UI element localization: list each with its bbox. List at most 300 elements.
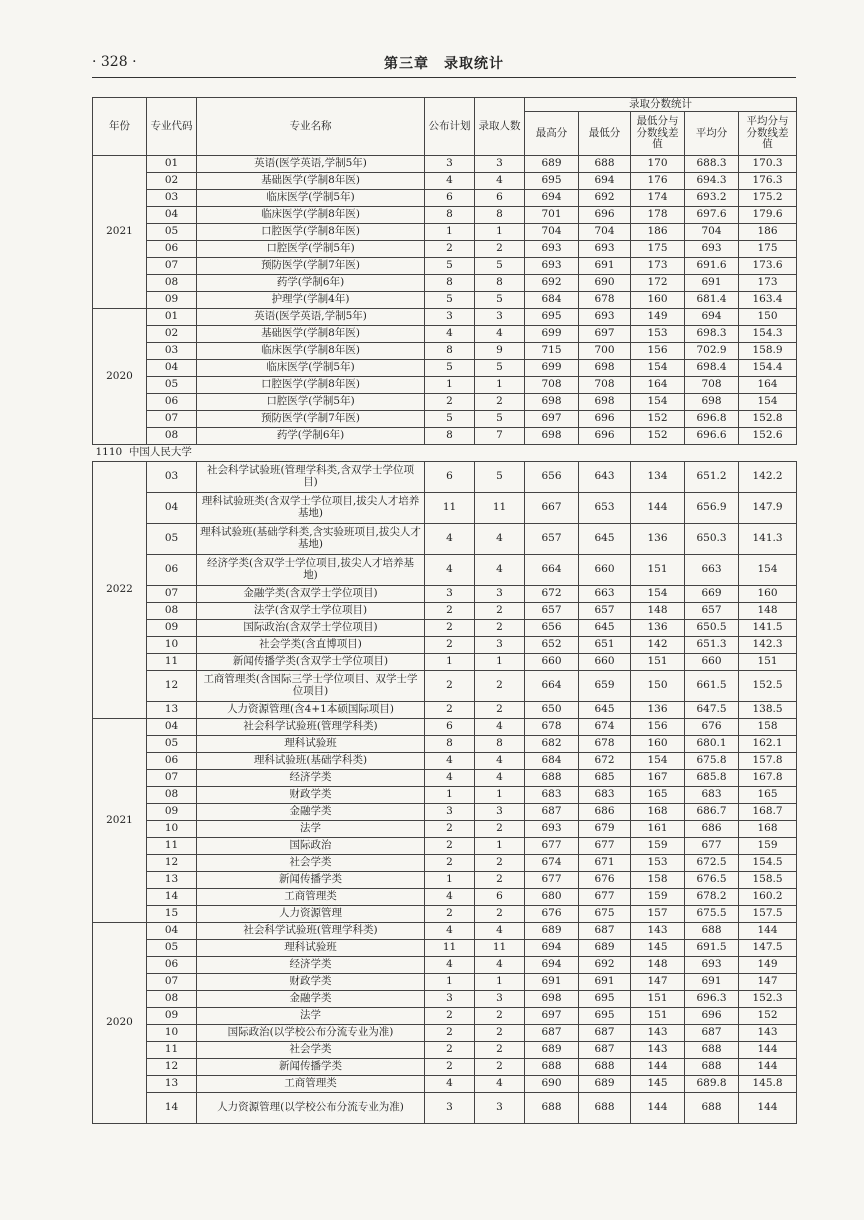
plan-cell: 8 [425,343,475,360]
min-diff-cell: 152 [631,428,685,445]
table-row [93,1093,797,1124]
avg-cell: 663 [685,555,739,586]
code-cell: 05 [147,224,197,241]
avg-cell: 688.3 [685,156,739,173]
plan-cell: 3 [425,1093,475,1124]
max-cell: 684 [525,292,579,309]
plan-cell: 2 [425,906,475,923]
name-cell: 临床医学(学制8年医) [197,343,425,360]
code-cell: 07 [147,770,197,787]
plan-cell: 4 [425,555,475,586]
avg-diff-cell: 148 [739,603,797,620]
min-cell: 671 [579,855,631,872]
min-cell: 690 [579,275,631,292]
min-diff-cell: 136 [631,620,685,637]
code-cell: 06 [147,957,197,974]
plan-cell: 4 [425,326,475,343]
avg-diff-cell: 158 [739,719,797,736]
min-diff-cell: 159 [631,889,685,906]
code-cell: 12 [147,671,197,702]
max-cell: 699 [525,326,579,343]
min-diff-cell: 152 [631,411,685,428]
admitted-cell: 2 [475,1008,525,1025]
min-diff-cell: 143 [631,1025,685,1042]
code-cell: 04 [147,360,197,377]
code-cell: 01 [147,309,197,326]
avg-cell: 693 [685,957,739,974]
min-diff-cell: 144 [631,1093,685,1124]
avg-diff-cell: 154.4 [739,360,797,377]
table-row [93,719,797,736]
avg-cell: 683 [685,787,739,804]
avg-cell: 657 [685,603,739,620]
name-cell: 人力资源管理 [197,906,425,923]
min-cell: 675 [579,906,631,923]
plan-cell: 8 [425,428,475,445]
admitted-cell: 4 [475,753,525,770]
admitted-cell: 2 [475,1059,525,1076]
min-cell: 696 [579,428,631,445]
max-cell: 697 [525,1008,579,1025]
min-diff-cell: 151 [631,991,685,1008]
name-cell: 口腔医学(学制5年) [197,394,425,411]
min-diff-cell: 154 [631,394,685,411]
name-cell: 临床医学(学制5年) [197,360,425,377]
table-row [93,702,797,719]
avg-diff-cell: 168.7 [739,804,797,821]
min-diff-cell: 136 [631,702,685,719]
avg-cell: 688 [685,1042,739,1059]
max-cell: 688 [525,1059,579,1076]
plan-cell: 5 [425,360,475,377]
plan-cell: 4 [425,923,475,940]
max-cell: 689 [525,156,579,173]
code-cell: 03 [147,190,197,207]
plan-cell: 2 [425,394,475,411]
name-cell: 金融学类 [197,804,425,821]
min-diff-cell: 147 [631,974,685,991]
code-cell: 04 [147,719,197,736]
name-cell: 国际政治(含双学士学位项目) [197,620,425,637]
table-row [93,671,797,702]
avg-diff-cell: 154 [739,394,797,411]
code-cell: 13 [147,702,197,719]
min-diff-cell: 148 [631,957,685,974]
max-cell: 692 [525,275,579,292]
max-cell: 704 [525,224,579,241]
avg-diff-cell: 179.6 [739,207,797,224]
avg-cell: 693 [685,241,739,258]
min-diff-cell: 172 [631,275,685,292]
admitted-cell: 8 [475,207,525,224]
plan-cell: 2 [425,838,475,855]
max-cell: 693 [525,821,579,838]
avg-cell: 694.3 [685,173,739,190]
code-cell: 11 [147,1042,197,1059]
admitted-cell: 1 [475,974,525,991]
admission-score-table [92,97,797,1124]
min-diff-cell: 150 [631,671,685,702]
code-cell: 12 [147,855,197,872]
min-diff-cell: 178 [631,207,685,224]
name-cell: 法学 [197,821,425,838]
admitted-cell: 2 [475,241,525,258]
name-cell: 新闻传播学类 [197,1059,425,1076]
min-cell: 691 [579,258,631,275]
avg-diff-cell: 158.5 [739,872,797,889]
name-cell: 工商管理类 [197,1076,425,1093]
avg-diff-cell: 144 [739,923,797,940]
table-row [93,156,797,173]
min-cell: 694 [579,173,631,190]
avg-diff-cell: 154.3 [739,326,797,343]
avg-cell: 708 [685,377,739,394]
table-row [93,275,797,292]
admitted-cell: 2 [475,394,525,411]
name-cell: 金融学类(含双学士学位项目) [197,586,425,603]
min-diff-cell: 154 [631,586,685,603]
min-cell: 688 [579,1093,631,1124]
name-cell: 国际政治(以学校公布分流专业为准) [197,1025,425,1042]
plan-cell: 1 [425,787,475,804]
admitted-cell: 2 [475,1025,525,1042]
admitted-cell: 2 [475,620,525,637]
min-diff-cell: 148 [631,603,685,620]
admitted-cell: 4 [475,524,525,555]
page-header [92,52,796,74]
avg-diff-cell: 186 [739,224,797,241]
avg-cell: 650.3 [685,524,739,555]
avg-cell: 687 [685,1025,739,1042]
table-row [93,991,797,1008]
min-cell: 687 [579,923,631,940]
admitted-cell: 8 [475,275,525,292]
avg-diff-cell: 147 [739,974,797,991]
min-diff-cell: 174 [631,190,685,207]
avg-diff-cell: 152 [739,1008,797,1025]
avg-cell: 691.5 [685,940,739,957]
admitted-cell: 11 [475,493,525,524]
admitted-cell: 4 [475,923,525,940]
min-cell: 660 [579,654,631,671]
plan-cell: 8 [425,207,475,224]
name-cell: 基础医学(学制8年医) [197,173,425,190]
plan-cell: 4 [425,770,475,787]
max-cell: 664 [525,555,579,586]
min-cell: 672 [579,753,631,770]
table-row [93,787,797,804]
plan-cell: 4 [425,524,475,555]
avg-cell: 702.9 [685,343,739,360]
plan-cell: 8 [425,736,475,753]
code-cell: 08 [147,428,197,445]
min-diff-cell: 158 [631,872,685,889]
plan-cell: 2 [425,1008,475,1025]
max-cell: 701 [525,207,579,224]
avg-diff-cell: 143 [739,1025,797,1042]
min-cell: 676 [579,872,631,889]
name-cell: 理科试验班类(含双学士学位项目,拔尖人才培养基地) [197,493,425,524]
avg-cell: 669 [685,586,739,603]
max-cell: 698 [525,991,579,1008]
admitted-cell: 5 [475,360,525,377]
avg-diff-cell: 160 [739,586,797,603]
max-cell: 667 [525,493,579,524]
plan-cell: 1 [425,974,475,991]
min-diff-cell: 153 [631,326,685,343]
min-cell: 695 [579,991,631,1008]
avg-diff-cell: 175 [739,241,797,258]
code-cell: 12 [147,1059,197,1076]
table-row [93,603,797,620]
min-cell: 657 [579,603,631,620]
table-row [93,462,797,493]
table-row [93,1025,797,1042]
min-cell: 697 [579,326,631,343]
admitted-cell: 4 [475,173,525,190]
plan-cell: 3 [425,586,475,603]
min-cell: 677 [579,838,631,855]
avg-diff-cell: 152.5 [739,671,797,702]
min-cell: 698 [579,360,631,377]
admitted-cell: 1 [475,838,525,855]
plan-cell: 2 [425,1025,475,1042]
plan-cell: 6 [425,462,475,493]
max-cell: 677 [525,872,579,889]
avg-diff-cell: 147.5 [739,940,797,957]
name-cell: 药学(学制6年) [197,428,425,445]
avg-cell: 698.3 [685,326,739,343]
avg-cell: 680.1 [685,736,739,753]
admitted-cell: 2 [475,603,525,620]
avg-cell: 686.7 [685,804,739,821]
code-cell: 14 [147,889,197,906]
avg-cell: 688 [685,923,739,940]
avg-cell: 693.2 [685,190,739,207]
plan-cell: 4 [425,753,475,770]
name-cell: 理科试验班(基础学科类) [197,753,425,770]
max-cell: 677 [525,838,579,855]
code-cell: 08 [147,275,197,292]
name-cell: 临床医学(学制8年医) [197,207,425,224]
name-cell: 社会学类 [197,855,425,872]
name-cell: 法学 [197,1008,425,1025]
min-diff-cell: 160 [631,736,685,753]
min-cell: 691 [579,974,631,991]
table-row [93,524,797,555]
admitted-cell: 5 [475,411,525,428]
avg-diff-cell: 162.1 [739,736,797,753]
code-cell: 07 [147,411,197,428]
avg-diff-cell: 141.3 [739,524,797,555]
max-cell: 693 [525,241,579,258]
code-cell: 11 [147,654,197,671]
min-diff-cell: 134 [631,462,685,493]
min-cell: 695 [579,1008,631,1025]
header-year: 年份 [93,98,147,156]
code-cell: 01 [147,156,197,173]
avg-diff-cell: 144 [739,1093,797,1124]
plan-cell: 5 [425,411,475,428]
plan-cell: 2 [425,855,475,872]
name-cell: 预防医学(学制7年医) [197,411,425,428]
admitted-cell: 5 [475,258,525,275]
table-row [93,411,797,428]
avg-cell: 696.6 [685,428,739,445]
table-row [93,1059,797,1076]
admitted-cell: 2 [475,821,525,838]
min-cell: 692 [579,190,631,207]
table-row [93,360,797,377]
avg-cell: 660 [685,654,739,671]
code-cell: 04 [147,207,197,224]
min-diff-cell: 157 [631,906,685,923]
code-cell: 02 [147,326,197,343]
avg-cell: 651.2 [685,462,739,493]
max-cell: 657 [525,603,579,620]
name-cell: 社会科学试验班(管理学科类) [197,923,425,940]
min-diff-cell: 143 [631,1042,685,1059]
max-cell: 664 [525,671,579,702]
admitted-cell: 3 [475,991,525,1008]
max-cell: 698 [525,428,579,445]
min-cell: 689 [579,1076,631,1093]
avg-cell: 696.8 [685,411,739,428]
table-row [93,428,797,445]
avg-diff-cell: 173 [739,275,797,292]
max-cell: 657 [525,524,579,555]
code-cell: 05 [147,940,197,957]
table-row [93,889,797,906]
admitted-cell: 3 [475,309,525,326]
avg-diff-cell: 176.3 [739,173,797,190]
code-cell: 09 [147,1008,197,1025]
table-row [93,957,797,974]
table-row [93,1042,797,1059]
table-row [93,736,797,753]
code-cell: 07 [147,258,197,275]
year-cell: 2021 [93,719,147,923]
name-cell: 英语(医学英语,学制5年) [197,309,425,326]
max-cell: 708 [525,377,579,394]
table-row [93,1008,797,1025]
min-diff-cell: 154 [631,753,685,770]
admitted-cell: 1 [475,224,525,241]
plan-cell: 2 [425,1059,475,1076]
avg-cell: 676 [685,719,739,736]
table-row [93,770,797,787]
table-row [93,923,797,940]
max-cell: 694 [525,190,579,207]
avg-cell: 688 [685,1059,739,1076]
avg-cell: 704 [685,224,739,241]
name-cell: 财政学类 [197,787,425,804]
code-cell: 08 [147,787,197,804]
plan-cell: 11 [425,493,475,524]
min-cell: 645 [579,620,631,637]
min-cell: 653 [579,493,631,524]
table-row [93,309,797,326]
name-cell: 理科试验班(基础学科类,含实验班项目,拔尖人才基地) [197,524,425,555]
name-cell: 人力资源管理(含4+1本硕国际项目) [197,702,425,719]
max-cell: 688 [525,770,579,787]
code-cell: 14 [147,1093,197,1124]
avg-cell: 696 [685,1008,739,1025]
plan-cell: 4 [425,1076,475,1093]
name-cell: 经济学类 [197,957,425,974]
avg-diff-cell: 149 [739,957,797,974]
min-cell: 678 [579,292,631,309]
min-diff-cell: 173 [631,258,685,275]
max-cell: 697 [525,411,579,428]
avg-cell: 681.4 [685,292,739,309]
min-cell: 683 [579,787,631,804]
avg-cell: 697.6 [685,207,739,224]
min-cell: 698 [579,394,631,411]
name-cell: 英语(医学英语,学制5年) [197,156,425,173]
min-cell: 660 [579,555,631,586]
admitted-cell: 5 [475,462,525,493]
plan-cell: 2 [425,637,475,654]
admitted-cell: 8 [475,736,525,753]
max-cell: 715 [525,343,579,360]
max-cell: 688 [525,1093,579,1124]
min-diff-cell: 145 [631,1076,685,1093]
max-cell: 680 [525,889,579,906]
admitted-cell: 2 [475,872,525,889]
avg-cell: 675.8 [685,753,739,770]
table-row [93,292,797,309]
table-row [93,377,797,394]
plan-cell: 4 [425,173,475,190]
min-diff-cell: 160 [631,292,685,309]
header-name: 专业名称 [197,98,425,156]
admitted-cell: 3 [475,804,525,821]
min-diff-cell: 145 [631,940,685,957]
admitted-cell: 6 [475,889,525,906]
min-diff-cell: 151 [631,555,685,586]
name-cell: 社会学类 [197,1042,425,1059]
name-cell: 金融学类 [197,991,425,1008]
plan-cell: 4 [425,957,475,974]
code-cell: 09 [147,620,197,637]
code-cell: 07 [147,586,197,603]
code-cell: 09 [147,292,197,309]
table-row [93,620,797,637]
table-row [93,241,797,258]
table-row [93,654,797,671]
admitted-cell: 3 [475,156,525,173]
max-cell: 695 [525,173,579,190]
code-cell: 06 [147,241,197,258]
avg-diff-cell: 138.5 [739,702,797,719]
header-avg: 平均分 [685,112,739,156]
max-cell: 693 [525,258,579,275]
max-cell: 695 [525,309,579,326]
name-cell: 财政学类 [197,974,425,991]
header-admitted: 录取人数 [475,98,525,156]
code-cell: 05 [147,377,197,394]
university-code: 1110 [95,446,123,459]
min-cell: 645 [579,702,631,719]
plan-cell: 1 [425,377,475,394]
min-diff-cell: 186 [631,224,685,241]
avg-diff-cell: 152.6 [739,428,797,445]
avg-diff-cell: 147.9 [739,493,797,524]
table-row [93,821,797,838]
name-cell: 经济学类(含双学士学位项目,拔尖人才培养基地) [197,555,425,586]
avg-cell: 661.5 [685,671,739,702]
